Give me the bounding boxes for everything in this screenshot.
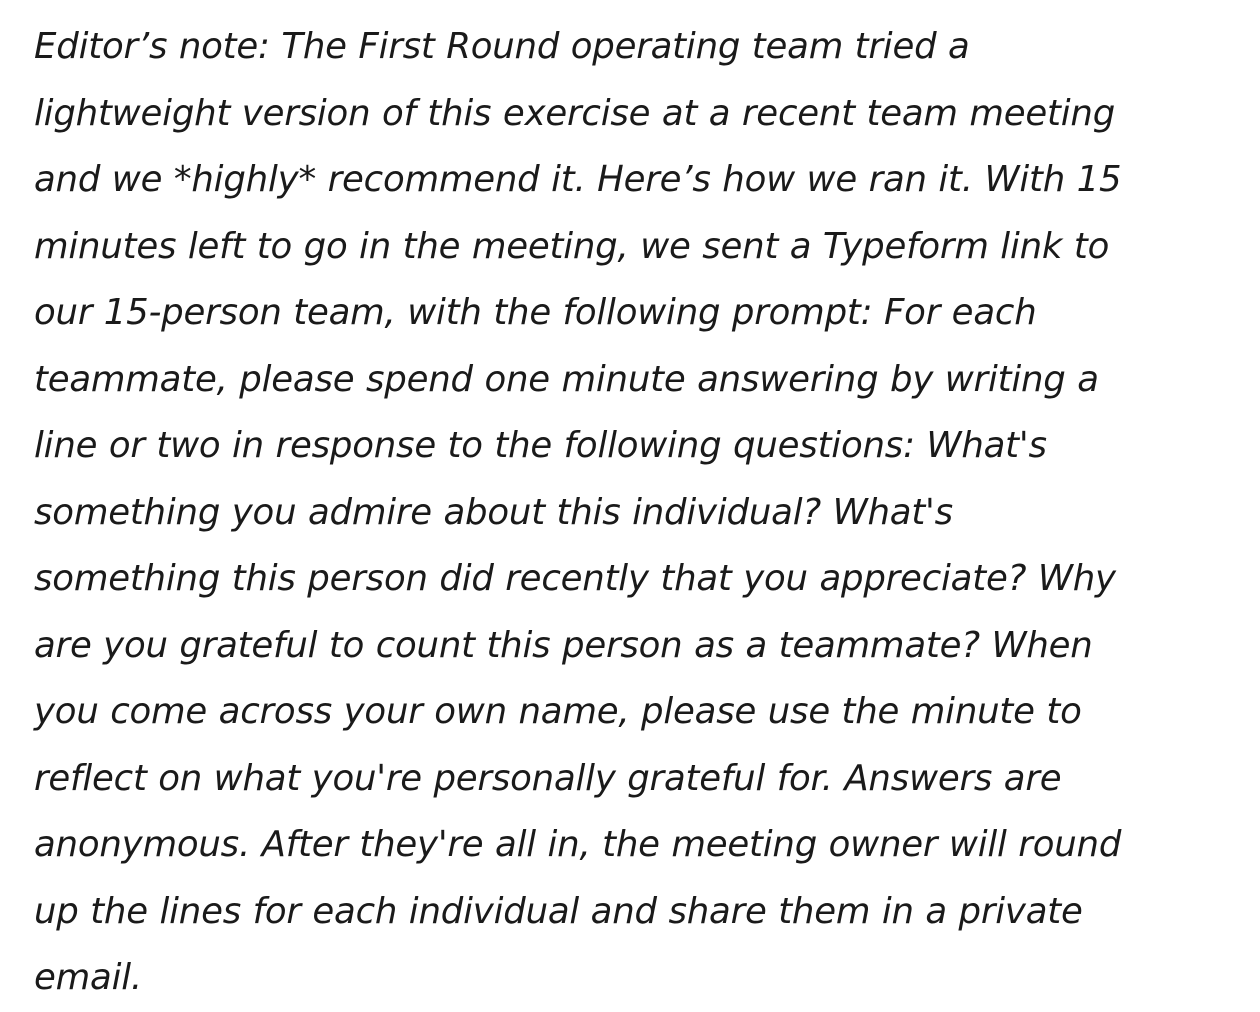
editors-note-paragraph: Editor’s note: The First Round operating team tried a lightweight version of this exercise at a recent team meeting and we *highly* recommend it. Here’s how we ran it. With 15 minutes left to go in the meeting, we sent a Typeform link to our 15-person team, with the following prompt: For each teammate, please spend one minute answering by writing a line or two in response to the following questions: What's something you admire about this individual? What's something this person did recently that you appreciate? Why are you grateful to count this person as a teammate? When you come across your own name, please use the minute to reflect on what you're personally grateful for. Answers are anonymous. After they're all in, the meeting owner will round up the lines for each individual and share them in a private email. bbox=[34, 26, 1133, 998]
